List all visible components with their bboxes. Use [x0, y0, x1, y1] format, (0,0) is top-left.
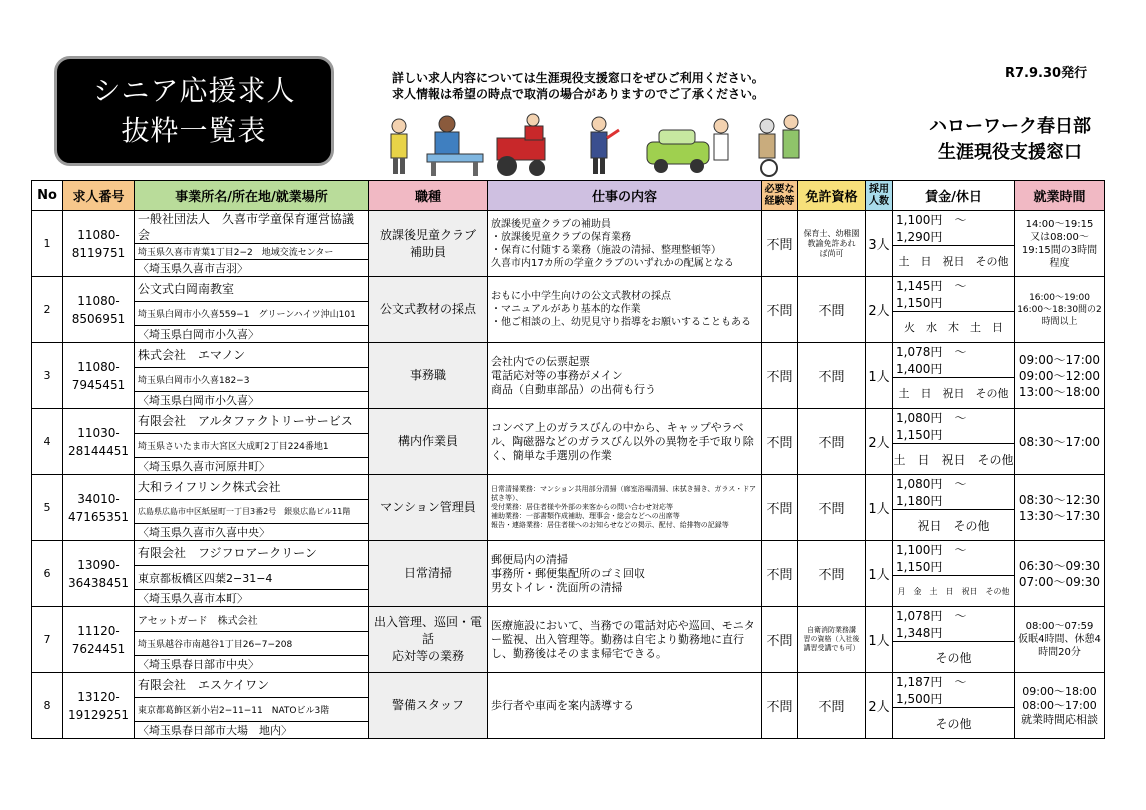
occupation: 日常清掃 [369, 541, 488, 607]
holiday: 火 水 木 土 日 [893, 312, 1015, 343]
row-no: 6 [32, 541, 63, 607]
job-content: おもに小中学生向けの公文式教材の採点 ・マニュアルがあり基本的な作業 ・他ご相談の上、幼児見守り指導をお願いすることもある [488, 277, 762, 343]
wage: 1,100円 〜 1,290円 [893, 211, 1015, 246]
license: 保育士、幼稚園 教諭免許あれ ば尚可 [798, 211, 866, 277]
license: 不問 [798, 475, 866, 541]
notice [392, 70, 764, 102]
job-number: 11080- 7945451 [63, 343, 135, 409]
job-content: コンベア上のガラスびんの中から、キャップやラベル、陶磁器などのガラスびん以外の異物を手で取り除く、簡単な手選別の作業 [488, 409, 762, 475]
office-name [910, 114, 1110, 166]
company-name: 株式会社 エマノン [135, 343, 369, 368]
col-work-hours: 就業時間 [1015, 181, 1105, 211]
company-address: 埼玉県久喜市青葉1丁目2−2 地域交流センター [135, 244, 369, 260]
company-name: 公文式白岡南教室 [135, 277, 369, 302]
work-hours: 09:00〜18:00 08:00〜17:00 就業時間応相談 [1015, 673, 1105, 739]
experience: 不問 [762, 409, 798, 475]
job-content: 日常清掃業務：マンション共用部分清掃（廊室浴場清掃、床拭き掃き、ガラス・ドア拭き等）、 受付業務：居住者様や外部の来客からの問い合わせ対応等 補助業務：一部書類作成補助、理事会・総会などへの出席等 報告・連絡業務：居住者様へのお知らせなどの掲示、配付、給排物の記録等 [488, 475, 762, 541]
job-table [31, 180, 1105, 739]
page-title-line1: シニア応援求人 [92, 74, 296, 107]
hire-count: 2人 [866, 277, 893, 343]
hire-count: 3人 [866, 211, 893, 277]
work-hours: 14:00〜19:15 又は08:00〜 19:15間の3時間 程度 [1015, 211, 1105, 277]
table-row [32, 541, 1105, 566]
company-address: 東京都板橋区四葉2−31−4 [135, 566, 369, 590]
work-hours: 08:30〜12:30 13:30〜17:30 [1015, 475, 1105, 541]
experience: 不問 [762, 607, 798, 673]
table-row [32, 409, 1105, 434]
row-no: 8 [32, 673, 63, 739]
license: 不問 [798, 343, 866, 409]
office-line2: 生涯現役支援窓口 [938, 142, 1082, 163]
company-address: 東京都葛飾区新小岩2−11−11 NATOビル3階 [135, 698, 369, 722]
row-no: 1 [32, 211, 63, 277]
guard-illustration [591, 117, 619, 174]
work-place: 〈埼玉県春日部市大場 地内〉 [135, 722, 369, 739]
cleaning-illustration [427, 116, 483, 176]
col-occupation: 職種 [369, 181, 488, 211]
holiday: その他 [893, 642, 1015, 673]
license: 不問 [798, 409, 866, 475]
work-place: 〈埼玉県久喜市久喜中央〉 [135, 524, 369, 541]
table-row [32, 475, 1105, 500]
hire-count: 1人 [866, 343, 893, 409]
notice-line1: 詳しい求人内容については生涯現役支援窓口をぜひご利用ください。 [392, 71, 764, 85]
job-content: 郵便局内の清掃 事務所・郵便集配所のゴミ回収 男女トイレ・洗面所の清掃 [488, 541, 762, 607]
work-place: 〈埼玉県白岡市小久喜〉 [135, 392, 369, 409]
row-no: 5 [32, 475, 63, 541]
holiday: 土 日 祝日 その他 [893, 444, 1015, 475]
wage: 1,187円 〜 1,500円 [893, 673, 1015, 708]
license: 不問 [798, 277, 866, 343]
occupation: 公文式教材の採点 [369, 277, 488, 343]
table-row [32, 673, 1105, 698]
table-header [32, 181, 1105, 211]
hire-count: 1人 [866, 607, 893, 673]
company-name: 有限会社 アルタファクトリーサービス [135, 409, 369, 434]
experience: 不問 [762, 541, 798, 607]
table-row [32, 211, 1105, 244]
job-number: 11080- 8119751 [63, 211, 135, 277]
hire-count: 2人 [866, 673, 893, 739]
work-place: 〈埼玉県久喜市本町〉 [135, 590, 369, 607]
table-row [32, 607, 1105, 632]
col-wage-holiday: 賃金/休日 [893, 181, 1015, 211]
occupation: 事務職 [369, 343, 488, 409]
row-no: 2 [32, 277, 63, 343]
worker-illustration [391, 119, 407, 174]
taxi-illustration [647, 119, 728, 173]
work-place: 〈埼玉県春日部市中央〉 [135, 656, 369, 673]
col-company: 事業所名/所在地/就業場所 [135, 181, 369, 211]
page-title-line2: 抜粋一覧表 [121, 114, 267, 147]
experience: 不問 [762, 277, 798, 343]
work-hours: 08:30〜17:00 [1015, 409, 1105, 475]
table-row [32, 277, 1105, 302]
work-place: 〈埼玉県久喜市河原井町〉 [135, 458, 369, 475]
job-number: 11120- 7624451 [63, 607, 135, 673]
office-line1: ハローワーク春日部 [929, 116, 1091, 137]
company-name: 有限会社 フジフロアークリーン [135, 541, 369, 566]
occupation: 放課後児童クラブ 補助員 [369, 211, 488, 277]
work-hours: 09:00〜17:00 09:00〜12:00 13:00〜18:00 [1015, 343, 1105, 409]
work-hours: 08:00〜07:59 仮眠4時間、休憩4 時間20分 [1015, 607, 1105, 673]
wage: 1,145円 〜 1,150円 [893, 277, 1015, 312]
col-no: No [32, 181, 63, 211]
job-number: 34010- 47165351 [63, 475, 135, 541]
table-row [32, 343, 1105, 368]
company-name: アセットガード 株式会社 [135, 607, 369, 632]
col-job-content: 仕事の内容 [488, 181, 762, 211]
company-address: 広島県広島市中区紙屋町一丁目3番2号 銀泉広島ビル11階 [135, 500, 369, 524]
job-content: 放課後児童クラブの補助員 ・放課後児童クラブの保育業務 ・保育に付随する業務（施設の清掃、整理整頓等） 久喜市内17カ所の学童クラブのいずれかの配属となる [488, 211, 762, 277]
caregiver-illustration [759, 115, 799, 176]
illustration-strip [385, 112, 820, 180]
job-number: 11030- 28144451 [63, 409, 135, 475]
work-place: 〈埼玉県久喜市吉羽〉 [135, 260, 369, 277]
holiday: その他 [893, 708, 1015, 739]
occupation: 出入管理、巡回・電話 応対等の業務 [369, 607, 488, 673]
col-hire-count: 採用 人数 [866, 181, 893, 211]
company-address: 埼玉県白岡市小久喜182−3 [135, 368, 369, 392]
wage: 1,100円 〜 1,150円 [893, 541, 1015, 576]
work-hours: 06:30〜09:30 07:00〜09:30 [1015, 541, 1105, 607]
tractor-illustration [497, 114, 545, 176]
holiday: 月 金 土 日 祝日 その他 [893, 576, 1015, 607]
work-hours: 16:00〜19:00 16:00〜18:30間の2 時間以上 [1015, 277, 1105, 343]
holiday: 土 日 祝日 その他 [893, 246, 1015, 277]
job-content: 医療施設において、当務での電話対応や巡回、モニター監視、出入管理等。勤務は自宅より勤務地に直行し、勤務後はそのまま帰宅できる。 [488, 607, 762, 673]
company-name: 大和ライフリンク株式会社 [135, 475, 369, 500]
experience: 不問 [762, 673, 798, 739]
col-job-number: 求人番号 [63, 181, 135, 211]
experience: 不問 [762, 343, 798, 409]
job-number: 13120- 19129251 [63, 673, 135, 739]
hire-count: 1人 [866, 475, 893, 541]
notice-line2: 求人情報は希望の時点で取消の場合がありますのでご了承ください。 [392, 87, 765, 101]
job-content: 会社内での伝票起票 電話応対等の事務がメイン 商品（自動車部品）の出荷も行う [488, 343, 762, 409]
work-place: 〈埼玉県白岡市小久喜〉 [135, 326, 369, 343]
issue-date: R7.9.30発行 [1005, 66, 1088, 81]
job-number: 13090- 36438451 [63, 541, 135, 607]
hire-count: 2人 [866, 409, 893, 475]
job-number: 11080- 8506951 [63, 277, 135, 343]
license: 不問 [798, 673, 866, 739]
wage: 1,080円 〜 1,150円 [893, 409, 1015, 444]
experience: 不問 [762, 475, 798, 541]
occupation: 構内作業員 [369, 409, 488, 475]
row-no: 4 [32, 409, 63, 475]
wage: 1,078円 〜 1,400円 [893, 343, 1015, 378]
row-no: 7 [32, 607, 63, 673]
company-address: 埼玉県さいたま市大宮区大成町2丁目224番地1 [135, 434, 369, 458]
col-license: 免許資格 [798, 181, 866, 211]
wage: 1,080円 〜 1,180円 [893, 475, 1015, 510]
wage: 1,078円 〜 1,348円 [893, 607, 1015, 642]
hire-count: 1人 [866, 541, 893, 607]
experience: 不問 [762, 211, 798, 277]
occupation: 警備スタッフ [369, 673, 488, 739]
job-content: 歩行者や車両を案内誘導する [488, 673, 762, 739]
company-name: 一般社団法人 久喜市学童保育運営協議会 [135, 211, 369, 244]
company-address: 埼玉県越谷市南越谷1丁目26−7−208 [135, 632, 369, 656]
license: 不問 [798, 541, 866, 607]
row-no: 3 [32, 343, 63, 409]
license: 自衛消防業務講 習の資格（入社後 講習受講でも可） [798, 607, 866, 673]
holiday: 祝日 その他 [893, 510, 1015, 541]
title-box [54, 56, 334, 166]
occupation: マンション管理員 [369, 475, 488, 541]
company-address: 埼玉県白岡市小久喜559−1 グリーンハイツ沖山101 [135, 302, 369, 326]
holiday: 土 日 祝日 その他 [893, 378, 1015, 409]
company-name: 有限会社 エスケイワン [135, 673, 369, 698]
col-experience: 必要な 経験等 [762, 181, 798, 211]
